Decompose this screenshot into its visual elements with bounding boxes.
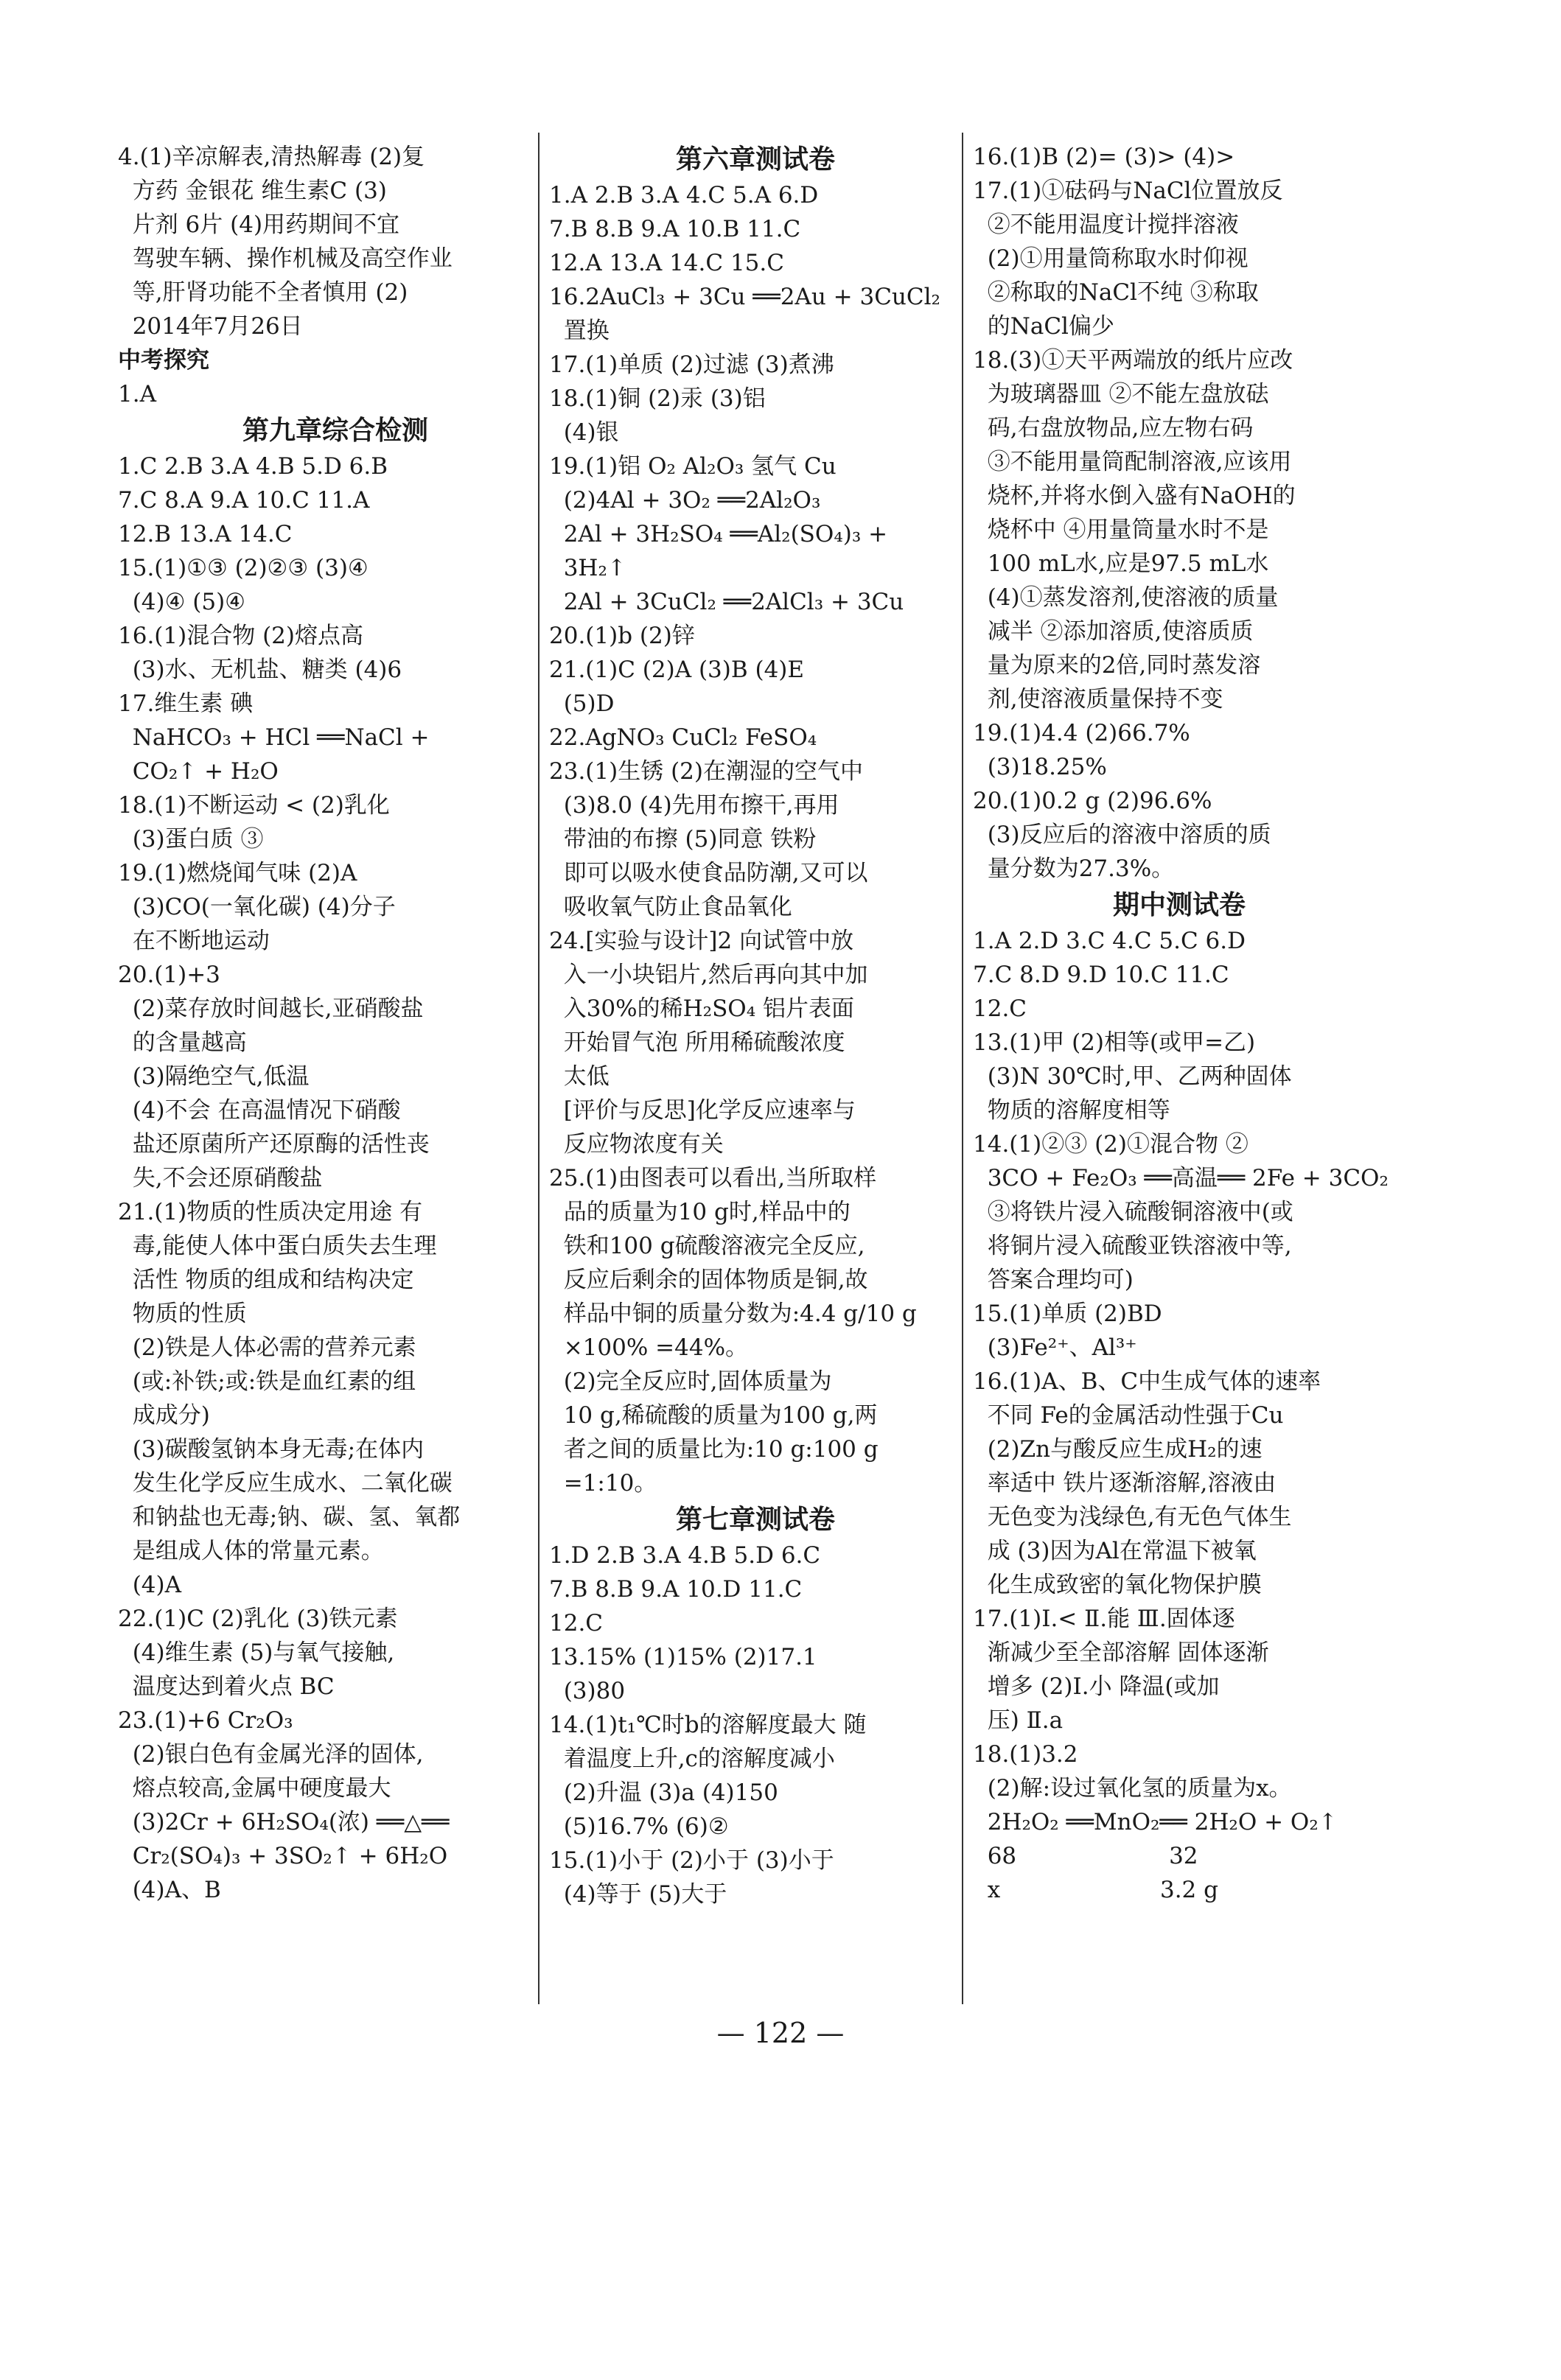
answer-line: (2)铁是人体必需的营养元素 xyxy=(118,1334,416,1361)
answer-line: 15.(1)单质 (2)BD xyxy=(973,1301,1162,1327)
answer-line: 20.(1)0.2 g (2)96.6% xyxy=(973,788,1212,814)
answer-line: (3)隔绝空气,低温 xyxy=(118,1063,310,1090)
section-heading: 第六章测试卷 xyxy=(675,144,835,175)
answer-line: (4)银 xyxy=(549,419,619,446)
answer-line: 码,右盘放物品,应左物右码 xyxy=(973,415,1254,441)
answer-line: 物质的性质 xyxy=(118,1301,247,1327)
answer-line: 4.(1)辛凉解表,清热解毒 (2)复 xyxy=(118,144,425,170)
answer-line: 3CO + Fe₂O₃ ══高温══ 2Fe + 3CO₂ xyxy=(973,1165,1389,1191)
answer-line: 100 mL水,应是97.5 mL水 xyxy=(973,550,1269,577)
answer-line: Cr₂(SO₄)₃ + 3SO₂↑ + 6H₂O xyxy=(118,1843,448,1869)
answer-line: 和钠盐也无毒;钠、碳、氢、氧都 xyxy=(118,1504,461,1530)
answer-line: (2)完全反应时,固体质量为 xyxy=(549,1368,832,1395)
section-heading: 第七章测试卷 xyxy=(675,1504,835,1535)
answer-line: 的含量越高 xyxy=(118,1029,247,1056)
answer-line: 7.C 8.A 9.A 10.C 11.A xyxy=(118,487,370,514)
section-heading: 期中测试卷 xyxy=(1112,889,1246,920)
answer-line: 铁和100 g硫酸溶液完全反应, xyxy=(549,1233,865,1259)
answer-line: 将铜片浸入硫酸亚铁溶液中等, xyxy=(973,1233,1292,1259)
answer-line: 20.(1)b (2)锌 xyxy=(549,623,695,649)
answer-line: 带油的布擦 (5)同意 铁粉 xyxy=(549,826,817,853)
answer-line: 13.(1)甲 (2)相等(或甲=乙) xyxy=(973,1029,1256,1056)
answer-line: 21.(1)物质的性质决定用途 有 xyxy=(118,1199,423,1225)
answer-line: 开始冒气泡 所用稀硫酸浓度 xyxy=(549,1029,845,1056)
answer-line: ②不能用温度计搅拌溶液 xyxy=(973,211,1239,238)
answer-line: 者之间的质量比为:10 g:100 g xyxy=(549,1436,879,1463)
answer-line: (5)D xyxy=(549,690,615,717)
answer-line: 16.(1)B (2)= (3)> (4)> xyxy=(973,144,1235,170)
answer-line: 即可以吸水使食品防潮,又可以 xyxy=(549,860,868,886)
answer-line: 7.B 8.B 9.A 10.D 11.C xyxy=(549,1576,803,1603)
answer-line: 12.B 13.A 14.C xyxy=(118,521,293,547)
answer-line: 活性 物质的组成和结构决定 xyxy=(118,1267,414,1293)
answer-line: 量为原来的2倍,同时蒸发溶 xyxy=(973,652,1261,679)
column-divider xyxy=(538,133,539,2004)
answer-line: 16.(1)A、B、C中生成气体的速率 xyxy=(973,1368,1321,1395)
answer-line: (2)Zn与酸反应生成H₂的速 xyxy=(973,1436,1263,1463)
answer-line: ②称取的NaCl不纯 ③称取 xyxy=(973,279,1259,306)
answer-line: 方药 金银花 维生素C (3) xyxy=(118,178,387,204)
answer-line: (4)等于 (5)大于 xyxy=(549,1881,727,1908)
answer-line: 毒,能使人体中蛋白质失去生理 xyxy=(118,1233,437,1259)
answer-line: ×100% =44%。 xyxy=(549,1334,749,1361)
answer-line: CO₂↑ + H₂O xyxy=(118,758,279,785)
answer-line: 14.(1)t₁℃时b的溶解度最大 随 xyxy=(549,1712,867,1738)
answer-line: 剂,使溶液质量保持不变 xyxy=(973,686,1223,713)
answer-line: (4)不会 在高温情况下硝酸 xyxy=(118,1097,401,1124)
answer-line: 22.AgNO₃ CuCl₂ FeSO₄ xyxy=(549,724,817,751)
answer-line: 品的质量为10 g时,样品中的 xyxy=(549,1199,851,1225)
answer-line: 25.(1)由图表可以看出,当所取样 xyxy=(549,1165,877,1191)
answer-line: 1.D 2.B 3.A 4.B 5.D 6.C xyxy=(549,1542,821,1569)
answer-line: 渐减少至全部溶解 固体逐渐 xyxy=(973,1639,1269,1666)
answer-line: 12.A 13.A 14.C 15.C xyxy=(549,250,784,276)
answer-line: (3)水、无机盐、糖类 (4)6 xyxy=(118,657,402,683)
answer-line: (2)解:设过氧化氢的质量为x。 xyxy=(973,1775,1292,1802)
answer-line: 温度达到着火点 BC xyxy=(118,1673,335,1700)
answer-line: 16.2AuCl₃ + 3Cu ══2Au + 3CuCl₂ xyxy=(549,284,940,310)
answer-line: 13.15% (1)15% (2)17.1 xyxy=(549,1644,817,1670)
answer-line: 23.(1)+6 Cr₂O₃ xyxy=(118,1707,293,1734)
answer-line: 入30%的稀H₂SO₄ 铝片表面 xyxy=(549,995,855,1022)
answer-line: 22.(1)C (2)乳化 (3)铁元素 xyxy=(118,1606,398,1632)
answer-line: 2H₂O₂ ══MnO₂══ 2H₂O + O₂↑ xyxy=(973,1809,1338,1835)
answer-line: 熔点较高,金属中硬度最大 xyxy=(118,1775,391,1802)
answer-line: 成成分) xyxy=(118,1402,210,1429)
answer-line: (2)银白色有金属光泽的固体, xyxy=(118,1741,424,1768)
answer-line: 反应物浓度有关 xyxy=(549,1131,724,1158)
answer-line: (3)反应后的溶液中溶质的质 xyxy=(973,822,1271,848)
answer-line: 不同 Fe的金属活动性强于Cu xyxy=(973,1402,1284,1429)
column-divider xyxy=(962,133,963,2004)
section-heading: 第九章综合检测 xyxy=(242,415,428,446)
answer-line: 率适中 铁片逐渐溶解,溶液由 xyxy=(973,1470,1277,1497)
answer-line: 入一小块铝片,然后再向其中加 xyxy=(549,962,868,988)
answer-line: =1:10。 xyxy=(549,1470,657,1497)
answer-line: 发生化学反应生成水、二氧化碳 xyxy=(118,1470,453,1497)
answer-line: (3)2Cr + 6H₂SO₄(浓) ══△══ xyxy=(118,1809,450,1835)
subsection-heading: 中考探究 xyxy=(118,347,209,374)
answer-line: (或:补铁;或:铁是血红素的组 xyxy=(118,1368,416,1395)
answer-line: x 3.2 g xyxy=(973,1877,1218,1903)
answer-line: 18.(1)铜 (2)汞 (3)铝 xyxy=(549,385,766,412)
answer-line: 10 g,稀硫酸的质量为100 g,两 xyxy=(549,1402,878,1429)
answer-line: 是组成人体的常量元素。 xyxy=(118,1538,384,1564)
left-column xyxy=(118,140,553,1907)
page-number: — 122 — xyxy=(716,2017,845,2049)
answer-line: 着温度上升,c的溶解度减小 xyxy=(549,1746,835,1772)
answer-line: (4)A xyxy=(118,1572,182,1598)
answer-line: (3)Fe²⁺、Al³⁺ xyxy=(973,1334,1137,1361)
answer-line: 19.(1)铝 O₂ Al₂O₃ 氢气 Cu xyxy=(549,453,837,480)
answer-line: 答案合理均可) xyxy=(973,1267,1134,1293)
answer-line: 7.C 8.D 9.D 10.C 11.C xyxy=(973,962,1229,988)
answer-line: NaHCO₃ + HCl ══NaCl + xyxy=(118,724,430,751)
answer-line: 烧杯中 ④用量筒量水时不是 xyxy=(973,517,1269,543)
answer-line: 18.(1)不断运动 < (2)乳化 xyxy=(118,792,390,819)
answer-line: (3)8.0 (4)先用布擦干,再用 xyxy=(549,792,839,819)
answer-line: 化生成致密的氧化物保护膜 xyxy=(973,1572,1262,1598)
answer-line: 驾驶车辆、操作机械及高空作业 xyxy=(118,245,453,272)
answer-line: 24.[实验与设计]2 向试管中放 xyxy=(549,928,854,954)
answer-line: (3)18.25% xyxy=(973,754,1107,780)
answer-line: 23.(1)生锈 (2)在潮湿的空气中 xyxy=(549,758,863,785)
answer-line: 样品中铜的质量分数为:4.4 g/10 g xyxy=(549,1301,917,1327)
answer-line: 21.(1)C (2)A (3)B (4)E xyxy=(549,657,805,683)
answer-line: 片剂 6片 (4)用药期间不宜 xyxy=(118,211,400,238)
answer-line: ③不能用量筒配制溶液,应该用 xyxy=(973,449,1292,475)
answer-line: 16.(1)混合物 (2)熔点高 xyxy=(118,623,363,649)
answer-line: 19.(1)4.4 (2)66.7% xyxy=(973,720,1190,746)
answer-line: ③将铁片浸入硫酸铜溶液中(或 xyxy=(973,1199,1293,1225)
answer-line: 无色变为浅绿色,有无色气体生 xyxy=(973,1504,1292,1530)
answer-line: (4)④ (5)④ xyxy=(118,589,245,615)
answer-line: 68 32 xyxy=(973,1843,1198,1869)
answer-line: (4)A、B xyxy=(118,1877,221,1903)
answer-line: (4)①蒸发溶剂,使溶液的质量 xyxy=(973,584,1279,611)
answer-line: (3)80 xyxy=(549,1678,626,1704)
answer-line: 的NaCl偏少 xyxy=(973,313,1114,340)
answer-line: 在不断地运动 xyxy=(118,928,270,954)
answer-line: 成 (3)因为Al在常温下被氧 xyxy=(973,1538,1257,1564)
answer-line: 2Al + 3CuCl₂ ══2AlCl₃ + 3Cu xyxy=(549,589,904,615)
middle-column xyxy=(549,140,962,1911)
answer-line: 盐还原菌所产还原酶的活性丧 xyxy=(118,1131,430,1158)
answer-line: 量分数为27.3%。 xyxy=(973,855,1175,882)
answer-line: 1.A 2.B 3.A 4.C 5.A 6.D xyxy=(549,182,819,209)
answer-line: 物质的溶解度相等 xyxy=(973,1097,1170,1124)
answer-line: 12.C xyxy=(973,995,1027,1022)
answer-line: 15.(1)小于 (2)小于 (3)小于 xyxy=(549,1847,834,1874)
answer-line: 1.A 2.D 3.C 4.C 5.C 6.D xyxy=(973,928,1246,954)
answer-line: (3)CO(一氧化碳) (4)分子 xyxy=(118,894,396,920)
answer-line: (3)N 30℃时,甲、乙两种固体 xyxy=(973,1063,1292,1090)
answer-line: 20.(1)+3 xyxy=(118,962,220,988)
answer-line: 等,肝肾功能不全者慎用 (2) xyxy=(118,279,408,306)
answer-line: (3)蛋白质 ③ xyxy=(118,826,264,853)
answer-line: 太低 xyxy=(549,1063,610,1090)
answer-line: 17.(1)单质 (2)过滤 (3)煮沸 xyxy=(549,351,834,378)
answer-line: 15.(1)①③ (2)②③ (3)④ xyxy=(118,555,369,581)
answer-line: 减半 ②添加溶质,使溶质质 xyxy=(973,618,1254,645)
answer-line: 为玻璃器皿 ②不能左盘放砝 xyxy=(973,381,1269,407)
answer-line: 18.(3)①天平两端放的纸片应改 xyxy=(973,347,1293,374)
answer-line: 反应后剩余的固体物质是铜,故 xyxy=(549,1267,868,1293)
answer-line: 1.C 2.B 3.A 4.B 5.D 6.B xyxy=(118,453,388,480)
answer-line: 2014年7月26日 xyxy=(118,313,303,340)
answer-line: (2)4Al + 3O₂ ══2Al₂O₃ xyxy=(549,487,821,514)
answer-line: 14.(1)②③ (2)①混合物 ② xyxy=(973,1131,1249,1158)
answer-line: 压) Ⅱ.a xyxy=(973,1707,1064,1734)
answer-line: 7.B 8.B 9.A 10.B 11.C xyxy=(549,216,801,242)
answer-line: (5)16.7% (6)② xyxy=(549,1813,729,1840)
answer-line: (2)①用量筒称取水时仰视 xyxy=(973,245,1249,272)
answer-line: 置换 xyxy=(549,318,610,344)
answer-line: (2)菜存放时间越长,亚硝酸盐 xyxy=(118,995,424,1022)
answer-line: 吸收氧气防止食品氧化 xyxy=(549,894,792,920)
answer-line: (4)维生素 (5)与氧气接触, xyxy=(118,1639,395,1666)
answer-line: 3H₂↑ xyxy=(549,555,626,581)
answer-line: 增多 (2)Ⅰ.小 降温(或加 xyxy=(973,1673,1220,1700)
answer-line: 烧杯,并将水倒入盛有NaOH的 xyxy=(973,483,1296,509)
answer-line: 17.维生素 碘 xyxy=(118,690,254,717)
answer-line: 17.(1)①砝码与NaCl位置放反 xyxy=(973,178,1283,204)
answer-line: 2Al + 3H₂SO₄ ══Al₂(SO₄)₃ + xyxy=(549,521,888,547)
answer-line: 失,不会还原硝酸盐 xyxy=(118,1165,323,1191)
answer-line: (2)升温 (3)a (4)150 xyxy=(549,1779,778,1806)
right-column xyxy=(973,140,1389,1907)
answer-line: 1.A xyxy=(118,381,156,407)
answer-line: 19.(1)燃烧闻气味 (2)A xyxy=(118,860,357,886)
answer-line: [评价与反思]化学反应速率与 xyxy=(549,1097,856,1124)
answer-line: (3)碳酸氢钠本身无毒;在体内 xyxy=(118,1436,425,1463)
answer-line: 17.(1)Ⅰ.< Ⅱ.能 Ⅲ.固体逐 xyxy=(973,1606,1235,1632)
answer-line: 18.(1)3.2 xyxy=(973,1741,1078,1768)
answer-line: 12.C xyxy=(549,1610,604,1637)
